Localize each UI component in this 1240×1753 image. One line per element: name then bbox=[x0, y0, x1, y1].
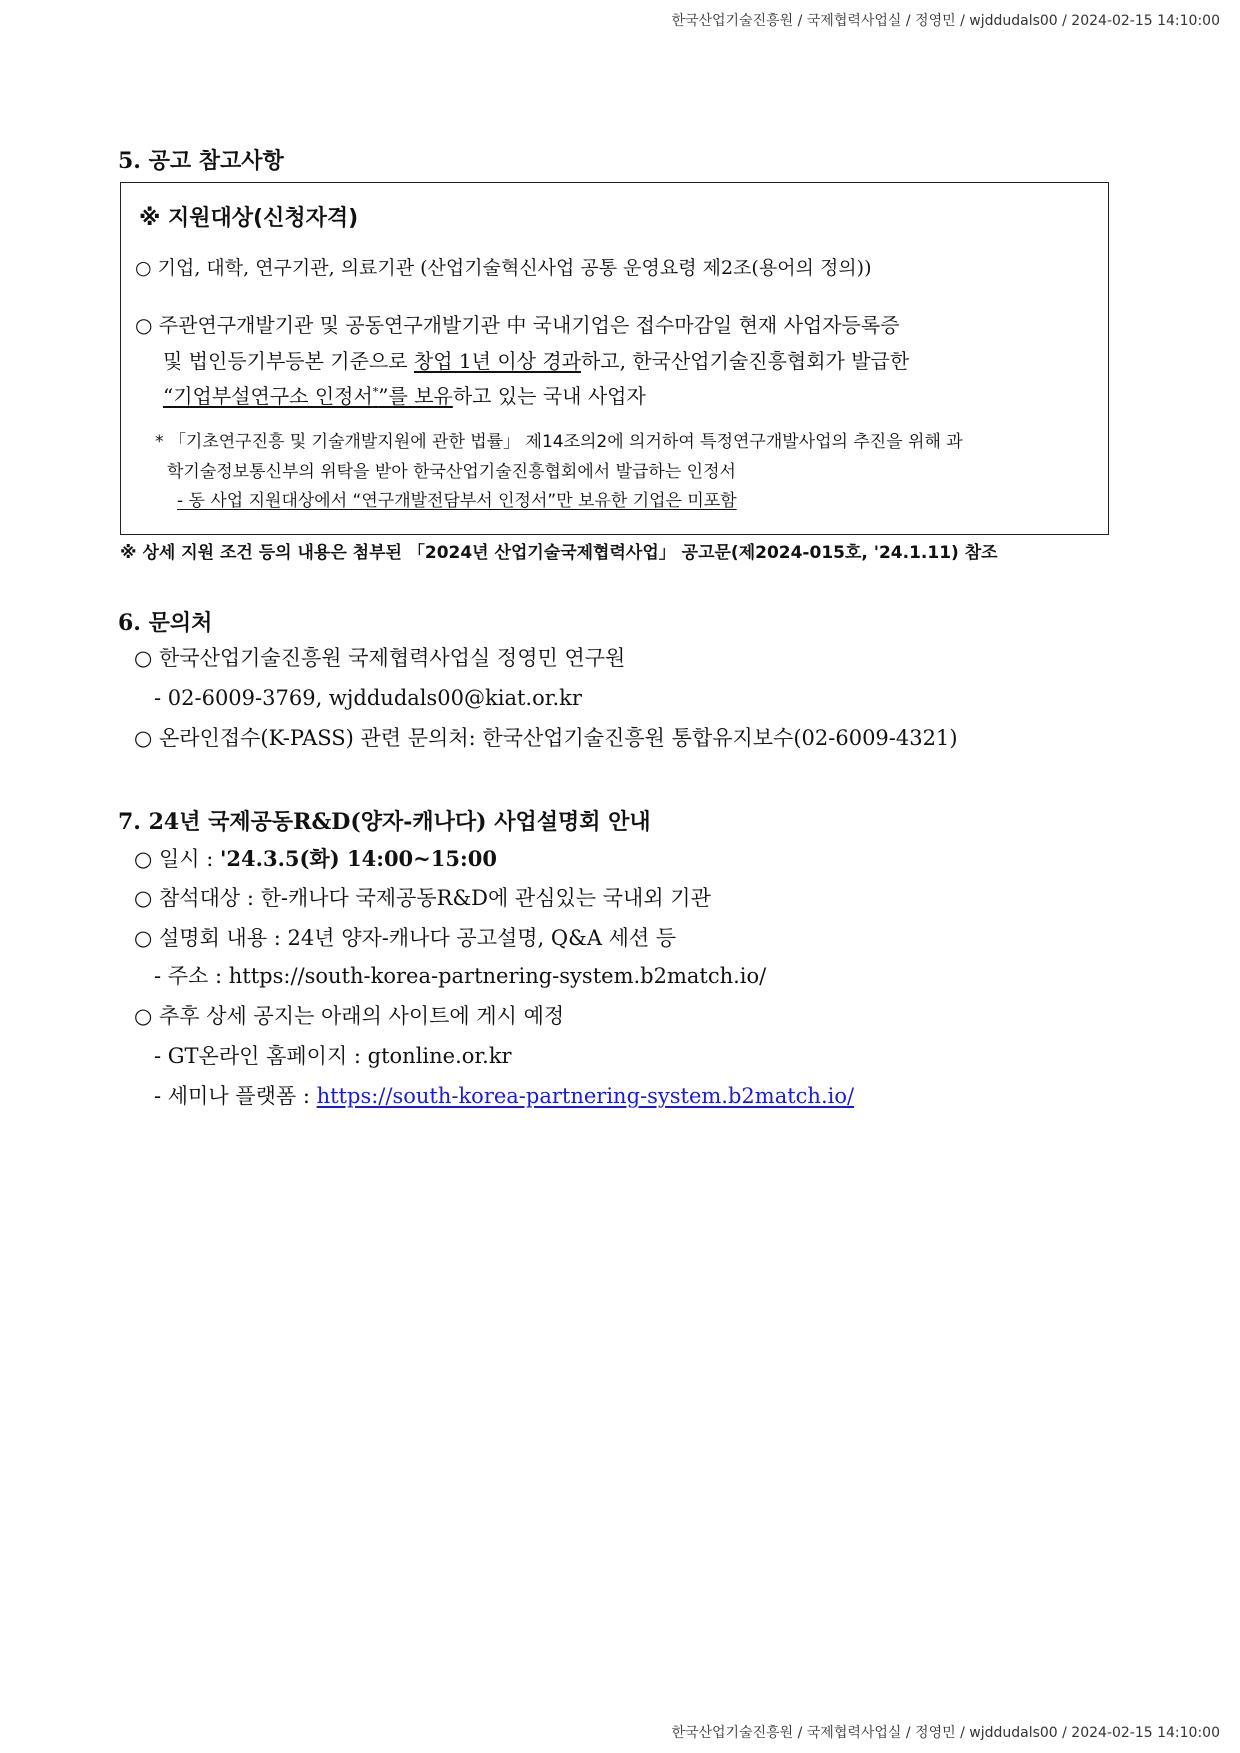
eligibility-title: ※ 지원대상(신청자격) bbox=[139, 206, 359, 231]
seminar-platform: - 세미나 플랫폼 : https://south-korea-partnering-system.b2match.io/ bbox=[154, 1084, 855, 1108]
section7-title: 7. 24년 국제공동R&D(양자-캐나다) 사업설명회 안내 bbox=[118, 809, 651, 835]
eligibility-item-2-line1: ○ 주관연구개발기관 및 공동연구개발기관 中 국내기업은 접수마감일 현재 사업자등록증 bbox=[135, 313, 900, 337]
reference-note: ※ 상세 지원 조건 등의 내용은 첨부된 「2024년 산업기술국제협력사업」 공고문(제2024-015호, '24.1.11) 참조 bbox=[120, 543, 998, 563]
section6-title: 6. 문의처 bbox=[118, 610, 213, 636]
eligibility-item-1: ○ 기업, 대학, 연구기관, 의료기관 (산업기술혁신사업 공통 운영요령 제2조(용어의 정의)) bbox=[135, 257, 872, 279]
contact-1-detail: - 02-6009-3769, wjddudals00@kiat.or.kr bbox=[154, 686, 582, 710]
footnote-line2: 학기술정보통신부의 위탁을 받아 한국산업기술진흥협회에서 발급하는 인정서 bbox=[167, 462, 736, 482]
eligibility-item-2-line3: “기업부설연구소 인정서*”를 보유하고 있는 국내 사업자 bbox=[163, 384, 646, 408]
briefing-notice: ○ 추후 상세 공지는 아래의 사이트에 게시 예정 bbox=[134, 1004, 565, 1028]
eligibility-box bbox=[120, 182, 1109, 535]
startup-condition: 창업 1년 이상 경과 bbox=[413, 349, 581, 373]
eligibility-item-2-line2: 및 법인등기부등본 기준으로 창업 1년 이상 경과하고, 한국산업기술진흥협회가 발급한 bbox=[163, 349, 910, 373]
briefing-audience: ○ 참석대상 : 한-캐나다 국제공동R&D에 관심있는 국내외 기관 bbox=[134, 886, 711, 910]
briefing-date-value: '24.3.5(화) 14:00~15:00 bbox=[220, 846, 497, 871]
footnote-line1: * 「기초연구진흥 및 기술개발지원에 관한 법률」 제14조의2에 의거하여 특정연구개발사업의 추진을 위해 과 bbox=[155, 432, 963, 452]
footnote-exclusion: - 동 사업 지원대상에서 “연구개발전담부서 인정서”만 보유한 기업은 미포함 bbox=[177, 491, 737, 511]
seminar-platform-link[interactable]: https://south-korea-partnering-system.b2match.io/ bbox=[316, 1084, 855, 1108]
briefing-content: ○ 설명회 내용 : 24년 양자-캐나다 공고설명, Q&A 세션 등 bbox=[134, 926, 677, 950]
contact-1: ○ 한국산업기술진흥원 국제협력사업실 정영민 연구원 bbox=[134, 646, 626, 670]
section5-title: 5. 공고 참고사항 bbox=[118, 148, 284, 174]
watermark-footer: 한국산업기술진흥원 / 국제협력사업실 / 정영민 / wjddudals00 / 2024-02-15 14:10:00 bbox=[671, 1725, 1220, 1741]
briefing-date: ○ 일시 : '24.3.5(화) 14:00~15:00 bbox=[134, 846, 497, 871]
gt-online-homepage: - GT온라인 홈페이지 : gtonline.or.kr bbox=[154, 1044, 512, 1068]
watermark-header: 한국산업기술진흥원 / 국제협력사업실 / 정영민 / wjddudals00 / 2024-02-15 14:10:00 bbox=[671, 13, 1220, 29]
lab-certificate-condition: “기업부설연구소 인정서*”를 보유 bbox=[163, 384, 453, 408]
contact-2: ○ 온라인접수(K-PASS) 관련 문의처: 한국산업기술진흥원 통합유지보수(02-6009-4321) bbox=[134, 726, 958, 750]
briefing-address: - 주소 : https://south-korea-partnering-system.b2match.io/ bbox=[154, 964, 767, 988]
